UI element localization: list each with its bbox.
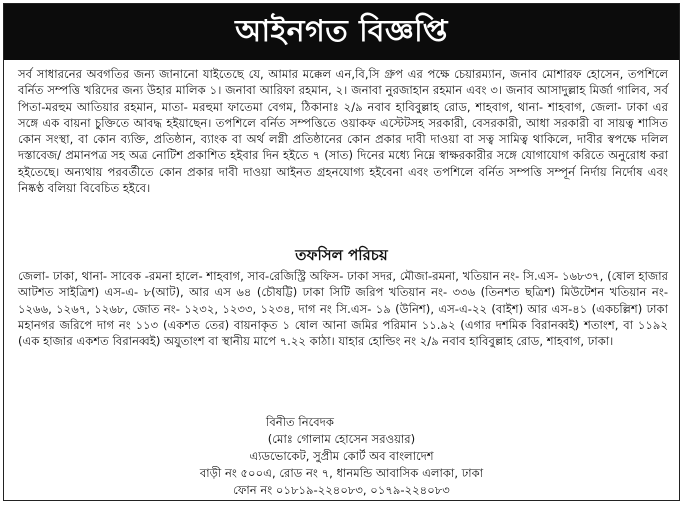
signatory-name: (মোঃ গোলাম হোসেন সরওয়ার) [267, 432, 416, 446]
schedule-title: তফসিল পরিচয় [295, 246, 388, 264]
schedule-description: জেলা- ঢাকা, থানা- সাবেক -রমনা হালে- শাহবাগ, সাব-রেজিস্ট্রি অফিস- ঢাকা সদর, মৌজা-রমনা, খতিয়ান নং- সি.এস- ১৬৮৩৭, (ষোল হাজার আটশত সাইত্রিশ) এস-এ- ৮(আট), আর এস ৬৪ (চৌষট্টি) ঢাকা সিটি জরিপ খতিয়ান নং- ৩৩৬ (তিনশত ছত্রিশ) মিউটেশন খতিয়ান নং- ১২৬৬, ১২৬৭, ১২৬৮, জোত নং- ১২৩২, ১২৩৩, ১২৩৪, দাগ নং সি.এস- ১৯ (উনিশ), এস-এ-২২ (বাইশ) আর এস-৪১ (একচল্লিশ) ঢাকা মহানগর জরিপে দাগ নং ১১৩ (একশত তের) বায়নাকৃত ১ ষোল আনা জমির পরিমান ১১.৯২ (এগার দশমিক বিরানব্বই) শতাংশ, বা ১১৯২ (এক হাজার একশত বিরানব্বই) অযুতাংশ বা স্থানীয় মাপে ৭.২২ কাঠা। যাহার হোল্ডিং নং ২/৯ নবাব হাবিবুল্লাহ রোড, শাহবাগ, ঢাকা। [18, 269, 668, 349]
notice-title: আইনগত বিজ্ঞপ্তি [235, 13, 448, 49]
signatory-address: বাড়ী নং ৫০০এ, রোড নং ৭, ধানমন্ডি আবাসিক এলাকা, ঢাকা [199, 466, 484, 480]
signature-block [4, 414, 679, 499]
signature-closing: বিনীত নিবেদক [266, 415, 334, 429]
title-bar [4, 4, 679, 60]
signatory-phone: ফোন নং ০১৮১৯-২২৪০৮৩, ০১৭৯-২২৪০৮৩ [233, 483, 450, 497]
notice-body: সর্ব সাধারনের অবগতির জন্য জানানো যাইতেছে যে, আমার মক্কেল এন,বি,সি গ্রুপ এর পক্ষে চেয়ারম্যান, জনাব মোশারফ হোসেন, তপশিলে বর্নিত সম্পত্তি খরিদের জন্য উহার মালিক ১। জনাবা আরিফা রহমান, ২। জনাবা নুরজাহান রহমান এবং ৩। জনাব আসাদুল্লাহ মির্জা গালিব, সর্ব পিতা-মরহুম আতিয়ার রহমান, মাতা- মরহুমা ফাতেমা বেগম, ঠিকানাঃ ২/৯ নবাব হাবিবুল্লাহ রোড, শাহবাগ, থানা- শাহবাগ, জেলা- ঢাকা এর সঙ্গে এক বায়না চুক্তিতে আবদ্ধ হইয়াছেন। তপশিলে বর্নিত সম্পত্তিতে ওয়াকফ এস্টেটসহ সরকারী, বেসরকারী, আধা সরকারী বা সায়ত্ব শাসিত কোন সংস্থা, বা কোন ব্যক্তি, প্রতিষ্ঠান, ব্যাংক বা অর্থ লগ্নী প্রতিষ্ঠানের কোন প্রকার দাবী দাওয়া বা সত্ব সামিত্ব থাকিলে, দাবীর স্বপক্ষে দলিল দস্তাবেজ/ প্রমানপত্র সহ অত্র নোটিশ প্রকাশিত হইবার দিন হইতে ৭ (সাত) দিনের মধ্যে নিম্নে স্বাক্ষরকারীর সঙ্গে যোগাযোগ করিতে অনুরোধ করা হইতেছে। অন্যথায় পরবর্তীতে কোন প্রকার দাবী দাওয়া আইনত গ্রহনযোগ্য হইবেনা এবং তপশিলে বর্নিত সম্পত্তি সম্পূর্ন নির্দায় নির্দোষ এবং নিষ্কণ্ঠ বলিয়া বিবেচিত হইবে। [18, 67, 668, 196]
legal-notice [3, 3, 680, 501]
signatory-designation: এ্যডভোকেট, সুপ্রীম কোর্ট অব বাংলাদেশ [249, 449, 434, 463]
